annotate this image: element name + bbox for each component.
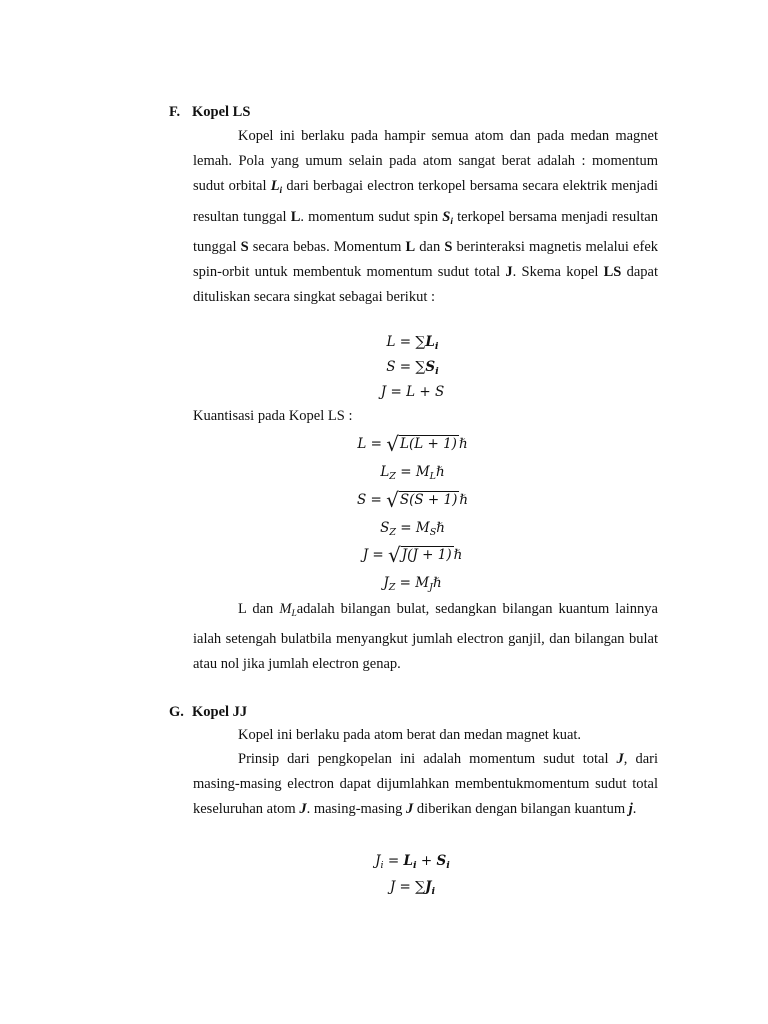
text-run: dapat dituliskan secara singkat sebagai berikut :	[193, 264, 658, 306]
text-run: . Skema kopel	[512, 264, 604, 281]
symbol-L: L	[405, 238, 416, 255]
section-f-heading	[169, 102, 250, 122]
text-run: dari berbagai electron terkopel bersama secara elektrik menjadi resultan tunggal	[193, 178, 658, 225]
equation-S-magnitude: S = √S(S + 1) ℏ	[356, 488, 469, 512]
text-run: . momentum sudut spin	[300, 208, 443, 225]
symbol-J: J	[616, 751, 624, 767]
symbol-J: J	[299, 801, 307, 818]
equation-J-magnitude: J = √J(J + 1) ℏ	[362, 543, 463, 567]
symbol-LS: LS	[603, 264, 622, 281]
equation-J-sum: $J = \sum J_i$	[389, 879, 436, 897]
symbol-S: S	[240, 238, 249, 255]
text-run: berinteraksi magnetis melalui efek spin-orbit untuk membentuk momentum sudut total	[193, 238, 659, 281]
section-g-marker: G.	[169, 704, 184, 720]
text-run: secara bebas. Momentum	[248, 238, 406, 255]
symbol-L-i: $L_i$	[270, 178, 283, 197]
section-g-title: Kopel JJ	[192, 704, 248, 720]
equation-Lz: $L_Z$ = $M_L\hbar$	[380, 464, 445, 482]
symbol-L: L	[290, 208, 301, 225]
section-f-marker: F.	[169, 104, 181, 120]
symbol-M-L: $M_L$	[279, 601, 297, 619]
symbol-S: S	[444, 238, 453, 255]
equation-Ji: $J_i = L_i + S_i$	[375, 853, 450, 871]
equation-Sz: $S_Z$ = $M_S\hbar$	[380, 520, 445, 538]
symbol-j: j	[628, 801, 633, 818]
section-f-title: Kopel LS	[192, 104, 251, 120]
section-f-paragraph-1	[193, 124, 658, 310]
section-g-heading	[169, 702, 247, 722]
equation-J-total: J = L + S	[380, 384, 445, 400]
quantization-label: Kuantisasi pada Kopel LS :	[193, 408, 353, 424]
symbol-J: J	[505, 264, 513, 281]
section-g-paragraph-2: Prinsip dari pengkopelan ini adalah momentum sudut total J, dari masing-masing electron dapat dijumlahkan membentukmomentum sudut total keseluruhan atom J. masing-masing J diberikan dengan bilangan kuantum j.	[193, 751, 659, 818]
equation-L-magnitude: L = √L(L + 1) ℏ	[357, 432, 468, 456]
symbol-J: J	[406, 801, 414, 818]
equation-Jz: $J_Z$ = $M_J\hbar$	[383, 575, 442, 593]
symbol-S-i: $S_i$	[442, 208, 453, 227]
equation-S-sum: $S = \sum S_i$	[386, 359, 439, 377]
text-run: Kopel ini berlaku pada hampir semua atom dan pada medan magnet lemah. Pola yang umum selain pada atom sangat berat adalah : momentum sudut orbital	[193, 128, 658, 195]
equation-L-sum: $L = \sum L_i$	[386, 334, 439, 352]
text-run: terkopel bersama menjadi resultan tunggal	[193, 208, 658, 255]
text-run: dan	[415, 238, 445, 255]
section-f-paragraph-2: L dan $M_Ladalah$ bilangan bulat, sedangkan bilangan kuantum lainnya ialah setengah bulatbila menyangkut jumlah electron ganjil, dan bilangan bulat atau nol jika jumlah electron genap.	[193, 601, 658, 673]
section-g-paragraph-1: Kopel ini berlaku pada atom berat dan medan magnet kuat.	[238, 727, 582, 743]
